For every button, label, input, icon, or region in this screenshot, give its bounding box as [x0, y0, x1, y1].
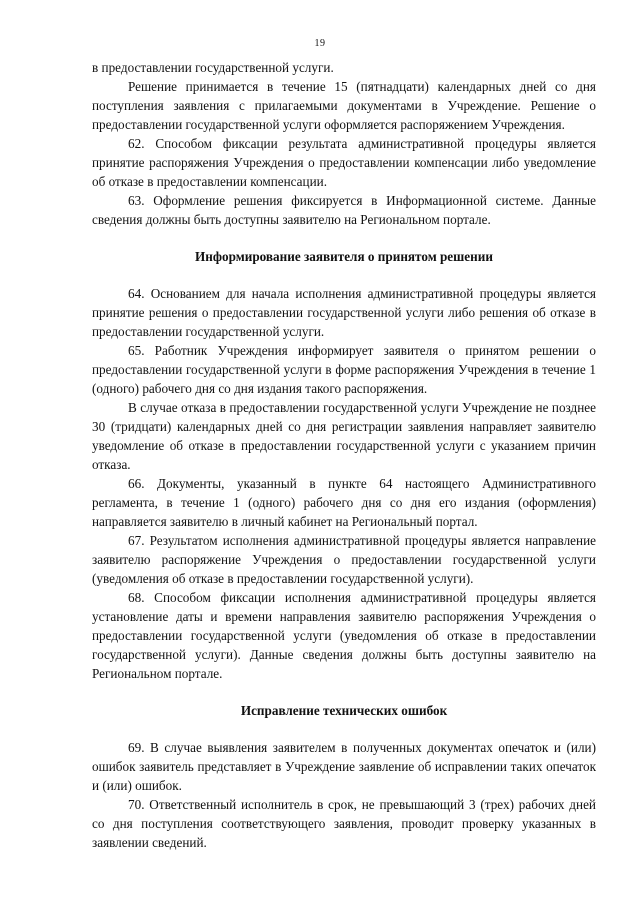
document-body: [92, 58, 596, 852]
paragraph-69: 69. В случае выявления заявителем в полученных документах опечаток и (или) ошибок заявитель представляет в Учреждение заявление об исправлении таких опечаток и (или) ошибок.: [92, 740, 596, 793]
spacer: [92, 229, 596, 247]
paragraph-65: 65. Работник Учреждения информирует заявителя о принятом решении о предоставлении государственной услуги в форме распоряжения Учреждения в течение 1 (одного) рабочего дня со дня издания такого распоряжения.: [92, 343, 596, 396]
paragraph-68: 68. Способом фиксации исполнения административной процедуры является установление даты и времени направления заявителю распоряжения Учреждения о предоставлении государственной услуги (уведомления об отказе в предоставлении государственной услуги). Данные сведения должны быть доступны заявителю на Региональном портале.: [92, 590, 596, 681]
page-number: 19: [314, 38, 326, 49]
paragraph-decision-timing: Решение принимается в течение 15 (пятнадцати) календарных дней со дня поступления заявления с прилагаемыми документами в Учреждение. Решение о предоставлении государственной услуги оформляется распоряжением Учреждения.: [92, 79, 596, 132]
section-heading-corrections: Исправление технических ошибок: [240, 703, 448, 718]
paragraph-67: 67. Результатом исполнения административной процедуры является направление заявителю распоряжение Учреждения о предоставлении государственной услуги (уведомления об отказе в предоставлении государственной услуги).: [92, 533, 596, 586]
paragraph-66: 66. Документы, указанный в пункте 64 настоящего Административного регламента, в течение 1 (одного) рабочего дня со дня его издания (оформления) направляется заявителю в личный кабинет на Региональный портал.: [92, 476, 596, 529]
paragraph-70: 70. Ответственный исполнитель в срок, не превышающий 3 (трех) рабочих дней со дня поступления соответствующего заявления, проводит проверку указанных в заявлении сведений.: [92, 797, 596, 850]
section-heading-informing: Информирование заявителя о принятом решении: [195, 249, 493, 264]
spacer: [92, 266, 596, 284]
paragraph-63: 63. Оформление решения фиксируется в Информационной системе. Данные сведения должны быть доступны заявителю на Региональном портале.: [92, 193, 596, 227]
paragraph-64: 64. Основанием для начала исполнения административной процедуры является принятие решения о предоставлении государственной услуги либо решения об отказе в предоставлении государственной услуги.: [92, 286, 596, 339]
paragraph-refusal: В случае отказа в предоставлении государственной услуги Учреждение не позднее 30 (тридцати) календарных дней со дня регистрации заявления направляет заявителю уведомление об отказе в предоставлении государственной услуги с указанием причин отказа.: [92, 400, 596, 472]
spacer: [92, 683, 596, 701]
spacer: [92, 720, 596, 738]
paragraph-62: 62. Способом фиксации результата административной процедуры является принятие распоряжения Учреждения о предоставлении компенсации либо уведомление об отказе в предоставлении компенсации.: [92, 136, 596, 189]
paragraph-continuation: в предоставлении государственной услуги.: [92, 60, 334, 75]
